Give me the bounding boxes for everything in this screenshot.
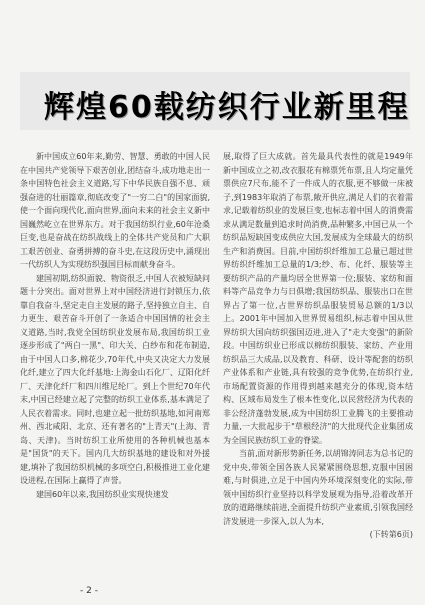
left-column: [20, 150, 210, 570]
right-column: [223, 150, 413, 580]
paragraph: 新中国成立60年来,勤劳、智慧、勇敢的中国人民在中国共产党领导下艰苦创业,团结奋斗,成功地走出一条中国特色社会主义道路,写下中华民族自强不息、顽强奋进的壮丽篇章,彻底改变了"一穷二白"的国家面貌,使一个面向现代化,面向世界,面向未来的社会主义新中国巍然屹立在世界东方。对于我国纺织行业,60年沧桑巨变,也是奋战在纺织战线上的全体共产党员和广大职工艰苦创业、奋勇拼搏的奋斗史,在这段历史中,涌现出一代纺织人为实现纺织强国目标而献身奋斗。: [20, 152, 210, 269]
continued-note: (下转第6页): [369, 530, 413, 539]
paragraph: 建国初期,纺织面貌、物资很乏,中国人衣被短缺问题十分突出。面对世界上对中国经济进行封锁压力,依靠自我奋斗,坚定走自主发展的路子,坚持独立自主、自力更生、艰苦奋斗开创了一条适合中国国情的社会主义道路,当时,我党全国纺织业发展布局,我国纺织工业逐步形成了"两白一黑"、印大关、白纱布和花布制造,由于中国人口多,棉花少,70年代,中央又决定大力发展化纤,建立了四大化纤基地:上海金山石化厂、辽阳化纤厂、天津化纤厂和四川维尼纶厂。到上个世纪70年代末,中国已经建立起了完整的纺织工业体系,基本满足了人民衣着需求。同时,也建立起一批纺织基地,如河南郑州、西北咸阳、北京、还有著名的"上青天"(上海、青岛、天津)。当时纺织工业所使用的各种机械也基本是"国货"的天下。国内几大纺织基地的建设和对外援建,填补了我国纺织机械的多项空白,积极推进工业化建设进程,在国际上赢得了声誉。: [20, 273, 210, 485]
paragraph: 当前,面对新形势新任务,以胡锦涛同志为总书记的党中央,带领全国各族人民紧紧围绕思想,克服中国困难,与时俱进,立足于中国内外环境深刻变化的实际,带领中国纺织行业坚持以科学发展观为指导,沿着改革开放的道路继续前进,全面提升纺织产业素质,引领我国经济发展进一步深入,以人为本,: [223, 449, 413, 526]
page-number: - 2 -: [80, 586, 98, 596]
paragraph: 建国60年以来,我国纺织业实现快速发: [36, 489, 169, 499]
article-title: 辉煌60载纺织行业新里程: [44, 90, 410, 125]
paragraph: 展,取得了巨大成就。首先最具代表性的就是1949年新中国成立之初,改衣服花有棉票凭布票,且人均定量凭票供应7尺布,能不了一件成人的衣服,更不够做一床被子,到1983年取消了布票,敞开供应,满足人们的衣着需求,记载着纺织业的发展巨变,也标志着中国人的消费需求从满足数量到追求时尚消费,品种繁多,中国已从一个纺织品短缺国变成供应大国,发展成为全球最大的纺织生产和消费国。目前,中国纺织纤维加工总量已超过世界纺织纤维加工总量的1/3;纱、布、化纤、服装等主要纺织产品的产量均居全世界第一位;服装、家纺和面料等产品竞争力与日俱增;我国纺织品、服装出口在世界占了第一位,占世界纺织品服装贸易总额的1/3以上。2001年中国加入世界贸易组织,标志着中国从世界纺织大国向纺织强国迈进,进入了"走大变强"的新阶段。中国纺织业已形成以棉纺织服装、家纺、产业用纺织品三大成品,以及教育、科研、设计等配套的纺织产业体系和产业链,具有较强的竞争优势,在纺织行业,市场配置资源的作用得到越来越充分的体现,资本结构、区域布局发生了根本性变化,以民营经济为代表的非公经济蓬勃发展,成为中国纺织工业腾飞的主要推动力量,一大批起步于"草根经济"的大批现代企业集团成为全国民族纺织工业的脊梁。: [223, 152, 413, 445]
